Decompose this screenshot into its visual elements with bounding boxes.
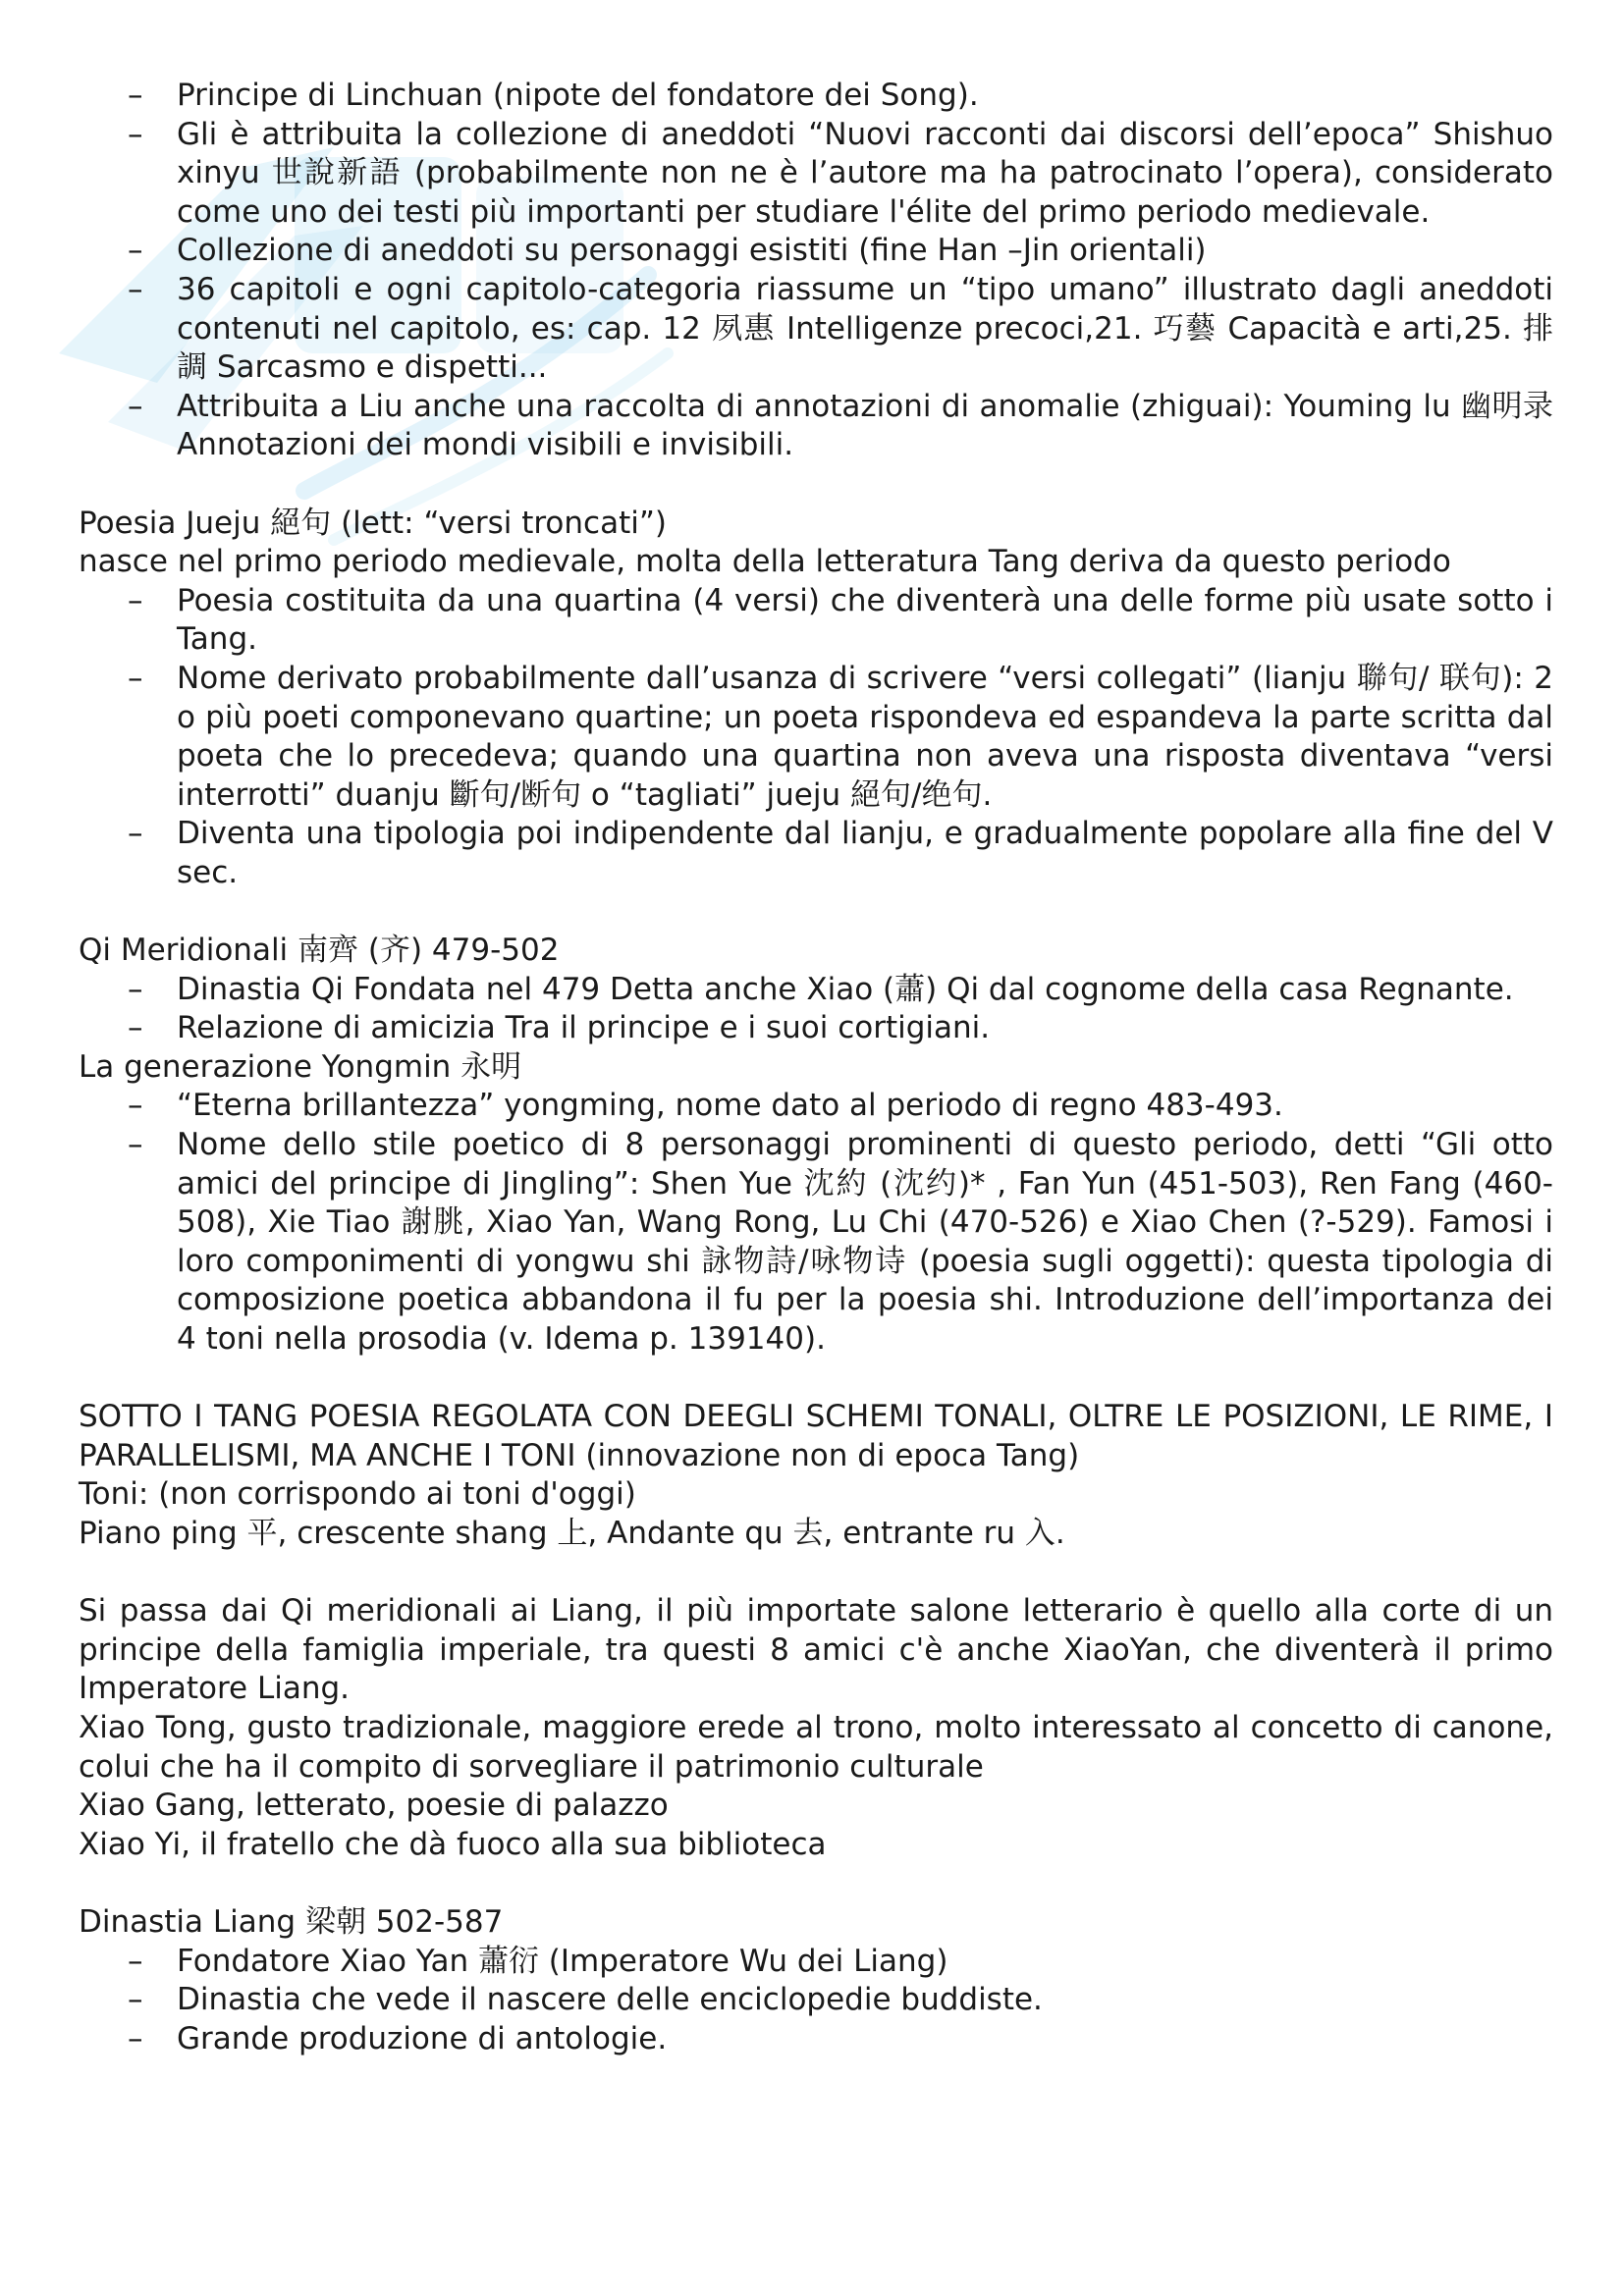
list-item: – Collezione di aneddoti su personaggi esistiti (fine Han –Jin orientali) (177, 232, 1553, 271)
qi-list (79, 971, 1553, 1048)
list-item: – Diventa una tipologia poi indipendente dal lianju, e gradualmente popolare alla fine del V sec. (177, 815, 1553, 892)
paragraph: Xiao Tong, gusto tradizionale, maggiore erede al trono, molto interessato al concetto di canone, colui che ha il compito di sorvegliare il patrimonio culturale (79, 1709, 1553, 1785)
paragraph: Si passa dai Qi meridionali ai Liang, il più importate salone letterario è quello alla corte di un principe della famiglia imperiale, tra questi 8 amici c'è anche XiaoYan, che diventerà il primo Imperatore Liang. (79, 1593, 1553, 1707)
paragraph: Toni: (non corrispondo ai toni d'oggi) (79, 1476, 636, 1513)
list-item: – Dinastia che vede il nascere delle enciclopedie buddiste. (177, 1981, 1553, 2020)
list-item: – Dinastia Qi Fondata nel 479 Detta anche Xiao (蕭) Qi dal cognome della casa Regnante. (177, 971, 1553, 1010)
paragraph: Xiao Gang, letterato, poesie di palazzo (79, 1788, 669, 1824)
list-item: – “Eterna brillantezza” yongming, nome dato al periodo di regno 483-493. (177, 1087, 1553, 1126)
section-heading-qi: Qi Meridionali 南齊 (齐) 479-502 (79, 933, 560, 969)
list-item: – Poesia costituita da una quartina (4 versi) che diventerà una delle forme più usate sotto i Tang. (177, 582, 1553, 660)
list-item: – Nome dello stile poetico di 8 personaggi prominenti di questo periodo, detti “Gli otto amici del principe di Jingling”: Shen Yue 沈約 (沈约)* , Fan Yun (451-503), Ren Fang (460-508), Xie Tiao 謝朓, Xiao Yan, Wang Rong, Lu Chi (470-526) e Xiao Chen (?-529). Famosi i loro componimenti di yongwu shi 詠物詩/咏物诗 (poesia sugli oggetti): questa tipologia di composizione poetica abbandona il fu per la poesia shi. Introduzione dell’importanza dei 4 toni nella prosodia (v. Idema p. 139140). (177, 1126, 1553, 1360)
spacer (79, 1864, 1553, 1903)
spacer (79, 465, 1553, 505)
liang-list (79, 1943, 1553, 2059)
list-item: – Nome derivato probabilmente dall’usanza di scrivere “versi collegati” (lianju 聯句/ 联句): 2 o più poeti componevano quartine; un poeta rispondeva ed espandeva la parte scritta dal poeta che lo precedeva; quando una quartina non aveva una risposta diventava “versi interrotti” duanju 斷句/断句 o “tagliati” jueju 絕句/绝句. (177, 660, 1553, 815)
section-heading-yongmin: La generazione Yongmin 永明 (79, 1048, 522, 1085)
paragraph: nasce nel primo periodo medievale, molta della letteratura Tang deriva da questo periodo (79, 544, 1451, 580)
list-item: – Gli è attribuita la collezione di aneddoti “Nuovi racconti dai discorsi dell’epoca” Shishuo xinyu 世說新語 (probabilmente non ne è l’autore ma ha patrocinato l’opera), considerato come uno dei testi più importanti per studiare l'élite del primo periodo medievale. (177, 116, 1553, 233)
section-heading-liang: Dinastia Liang 梁朝 502-587 (79, 1903, 504, 1940)
list-item: – Attribuita a Liu anche una raccolta di annotazioni di anomalie (zhiguai): Youming lu 幽明录 Annotazioni dei mondi visibili e invisibili. (177, 388, 1553, 465)
document-page (79, 77, 1553, 2058)
jueju-list (79, 582, 1553, 893)
list-item: – Grande produzione di antologie. (177, 2020, 1553, 2059)
spacer (79, 892, 1553, 932)
list-item: – Fondatore Xiao Yan 蕭衍 (Imperatore Wu dei Liang) (177, 1943, 1553, 1982)
list-item: – Principe di Linchuan (nipote del fondatore dei Song). (177, 77, 1553, 116)
section-heading-jueju: Poesia Jueju 絕句 (lett: “versi troncati”) (79, 505, 667, 541)
spacer (79, 1554, 1553, 1593)
list-item: – Relazione di amicizia Tra il principe e i suoi cortigiani. (177, 1009, 1553, 1048)
paragraph: Xiao Yi, il fratello che dà fuoco alla sua biblioteca (79, 1826, 827, 1862)
paragraph: SOTTO I TANG POESIA REGOLATA CON DEEGLI SCHEMI TONALI, OLTRE LE POSIZIONI, LE RIME, I PARALLELISMI, MA ANCHE I TONI (innovazione non di epoca Tang) (79, 1399, 1553, 1473)
yongmin-list (79, 1087, 1553, 1359)
list-item: – 36 capitoli e ogni capitolo-categoria riassume un “tipo umano” illustrato dagli aneddoti contenuti nel capitolo, es: cap. 12 夙惠 Intelligenze precoci,21. 巧藝 Capacità e arti,25. 排調 Sarcasmo e dispetti... (177, 271, 1553, 388)
spacer (79, 1360, 1553, 1399)
paragraph: Piano ping 平, crescente shang 上, Andante qu 去, entrante ru 入. (79, 1515, 1065, 1551)
intro-list (79, 77, 1553, 465)
